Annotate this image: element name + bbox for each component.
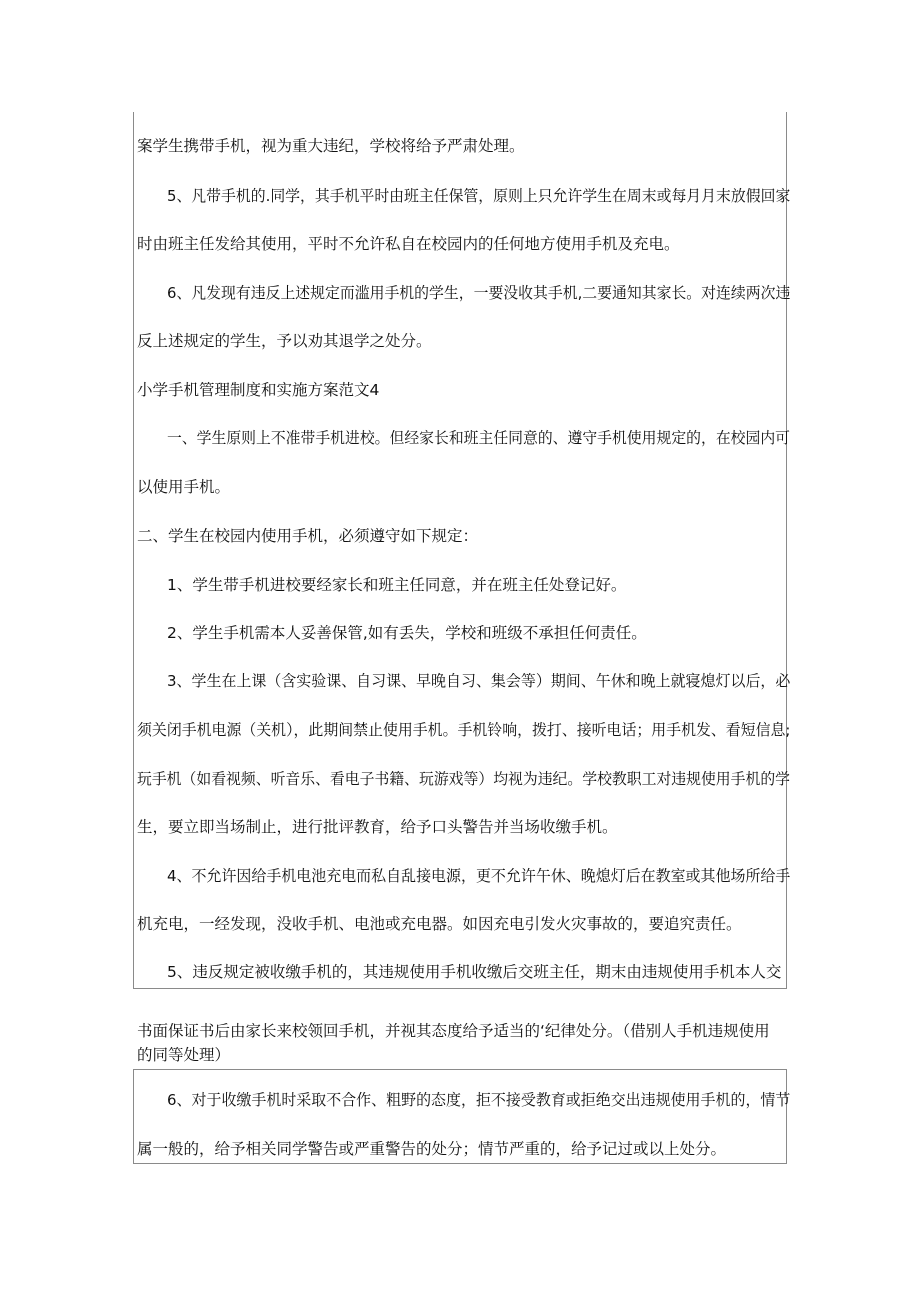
- paragraph-line: 5、凡带手机的.同学，其手机平时由班主任保管，原则上只允许学生在周末或每月月末放假回家: [167, 187, 791, 205]
- paragraph-line: 须关闭手机电源（关机），此期间禁止使用手机。手机铃响，拨打、接听电话；用手机发、看短信息;: [137, 721, 791, 739]
- paragraph-line: 玩手机（如看视频、听音乐、看电子书籍、玩游戏等）均视为违纪。学校教职工对违规使用手机的学: [137, 770, 791, 788]
- paragraph-line: 书面保证书后由家长来校领回手机，并视其态度给予适当的‘纪律处分。（借别人手机违规使用: [137, 1022, 770, 1040]
- paragraph-line: 二、学生在校园内使用手机，必须遵守如下规定：: [137, 527, 479, 545]
- paragraph-line: 一、学生原则上不准带手机进校。但经家长和班主任同意的、遵守手机使用规定的，在校园内可: [167, 429, 791, 447]
- paragraph-line: 2、学生手机需本人妥善保管,如有丢失，学校和班级不承担任何责任。: [167, 624, 647, 642]
- paragraph-line: 6、凡发现有违反上述规定而滥用手机的学生，一要没收其手机,二要通知其家长。对连续两次违: [167, 284, 791, 302]
- paragraph-line: 反上述规定的学生，予以劝其退学之处分。: [137, 332, 432, 350]
- paragraph-line: 4、不允许因给手机电池充电而私自乱接电源，更不允许午休、晚熄灯后在教室或其他场所给手: [167, 867, 791, 885]
- paragraph-line: 时由班主任发给其使用，平时不允许私自在校园内的任何地方使用手机及充电。: [137, 235, 680, 253]
- paragraph-line: 3、学生在上课（含实验课、自习课、早晚自习、集会等）期间、午休和晚上就寝熄灯以后，必: [167, 672, 791, 690]
- paragraph-line: 6、对于收缴手机时采取不合作、粗野的态度，拒不接受教育或拒绝交出违规使用手机的，情节: [167, 1091, 791, 1109]
- paragraph-line: 的同等处理）: [137, 1046, 231, 1064]
- paragraph-line: 5、违反规定被收缴手机的，其违规使用手机收缴后交班主任，期末由违规使用手机本人交: [167, 963, 782, 981]
- paragraph-line: 1、学生带手机进校要经家长和班主任同意，并在班主任处登记好。: [167, 576, 627, 594]
- paragraph-line: 案学生携带手机，视为重大违纪，学校将给予严肃处理。: [137, 137, 525, 155]
- paragraph-line: 生，要立即当场制止，进行批评教育，给予口头警告并当场收缴手机。: [137, 818, 618, 836]
- section-heading: 小学手机管理制度和实施方案范文4: [137, 381, 380, 399]
- paragraph-line: 属一般的，给予相关同学警告或严重警告的处分；情节严重的，给予记过或以上处分。: [137, 1140, 727, 1158]
- paragraph-line: 以使用手机。: [137, 478, 231, 496]
- paragraph-line: 机充电，一经发现，没收手机、电池或充电器。如因充电引发火灾事故的，要追究责任。: [137, 915, 742, 933]
